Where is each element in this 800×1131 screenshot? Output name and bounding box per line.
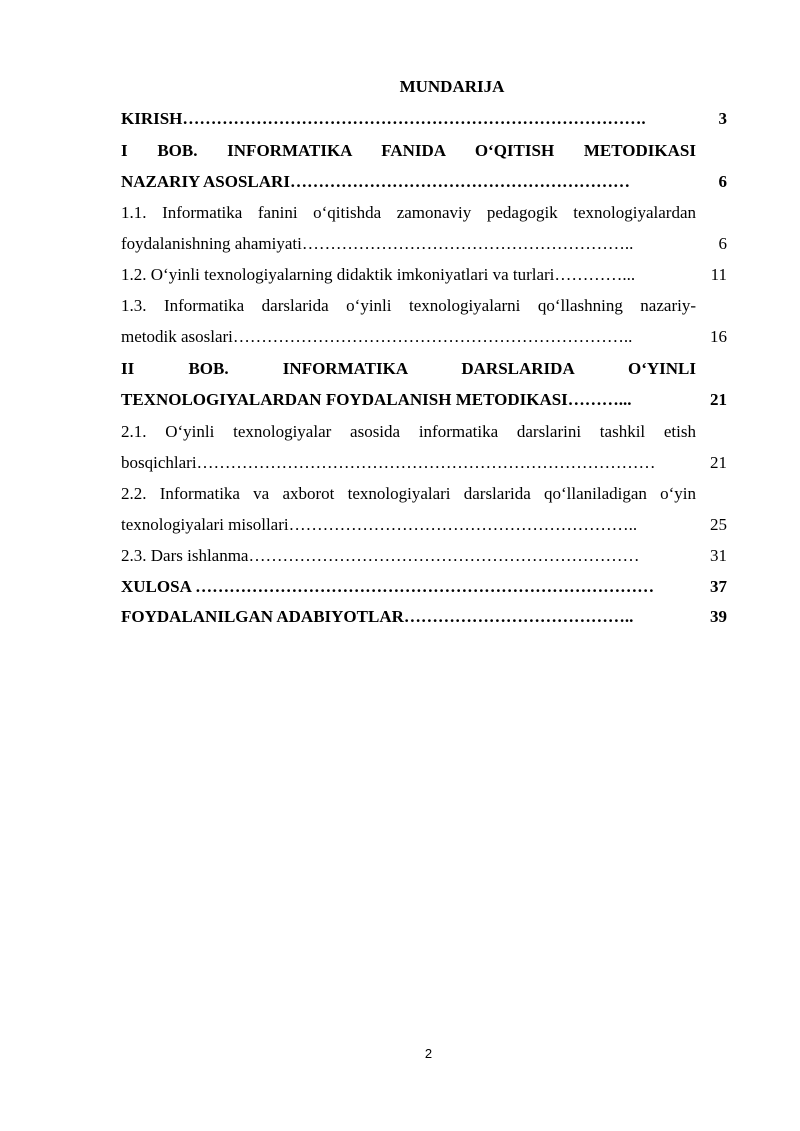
toc-entry-text-cont: metodik asoslari……………………………………………………………..: [121, 327, 633, 346]
toc-entry-text-cont: bosqichlari………………………………………………………………………: [121, 453, 656, 472]
page-title: MUNDARIJA: [399, 77, 505, 96]
toc-entry-text-cont: TEXNOLOGIYALARDAN FOYDALANISH METODIKASI………...: [121, 390, 632, 409]
toc-entry-1-1: [121, 202, 727, 264]
toc-entry-xulosa: [121, 576, 727, 607]
toc-entry-text: KIRISH……………………………………………………………………….: [121, 109, 646, 128]
toc-page-number: 31: [710, 546, 727, 565]
toc-entry-text: 1.1. Informatika fanini o‘qitishda zamonaviy pedagogik texnologiyalardan: [121, 203, 696, 222]
toc-entry-text: 2.2. Informatika va axborot texnologiyalari darslarida qo‘llaniladigan o‘yin: [121, 484, 696, 503]
footer-page-number: 2: [424, 1046, 433, 1061]
toc-entry-text: 1.2. O‘yinli texnologiyalarning didaktik imkoniyatlari va turlari…………...: [121, 265, 636, 284]
toc-entry-1-2: [121, 264, 727, 295]
toc-entry-text: II BOB. INFORMATIKA DARSLARIDA O‘YINLI: [121, 359, 696, 378]
toc-entry-text: 2.1. O‘yinli texnologiyalar asosida informatika darslarini tashkil etish: [121, 422, 696, 441]
toc-entry-2-1: [121, 421, 727, 483]
toc-page-number: 3: [718, 109, 727, 128]
toc-page-number: 39: [710, 607, 727, 626]
toc-page-number: 21: [710, 453, 727, 472]
toc-entry-text: XULOSA ………………………………………………………………………: [121, 577, 655, 596]
toc-entry-text: 2.3. Dars ishlanma……………………………………………………………: [121, 546, 640, 565]
toc-entry-text: FOYDALANILGAN ADABIYOTLAR…………………………………..: [121, 607, 634, 626]
toc-entry-text: I BOB. INFORMATIKA FANIDA O‘QITISH METODIKASI: [121, 141, 696, 160]
toc-entry-text-cont: texnologiyalari misollari……………………………………………………..: [121, 515, 638, 534]
toc-entry-chapter-2: [121, 358, 727, 420]
toc-page-number: 25: [710, 515, 727, 534]
toc-entry-text-cont: NAZARIY ASOSLARI……………………………………………………: [121, 172, 630, 191]
toc-entry-2-3: [121, 545, 727, 576]
toc-entry-kirish: [121, 108, 727, 139]
toc-page-number: 37: [710, 577, 727, 596]
toc-entry-text-cont: foydalanishning ahamiyati…………………………………………………..: [121, 234, 634, 253]
toc-page-number: 16: [710, 327, 727, 346]
toc-entry-chapter-1: [121, 140, 727, 202]
toc-entry-1-3: [121, 295, 727, 357]
toc-entry-adabiyotlar: [121, 606, 727, 637]
toc-page-number: 6: [718, 172, 727, 191]
toc-page-number: 11: [710, 265, 727, 284]
toc-entry-2-2: [121, 483, 727, 545]
toc-page-number: 6: [718, 234, 727, 253]
toc-entry-text: 1.3. Informatika darslarida o‘yinli texnologiyalarni qo‘llashning nazariy-: [121, 296, 696, 315]
toc-page-number: 21: [710, 390, 727, 409]
